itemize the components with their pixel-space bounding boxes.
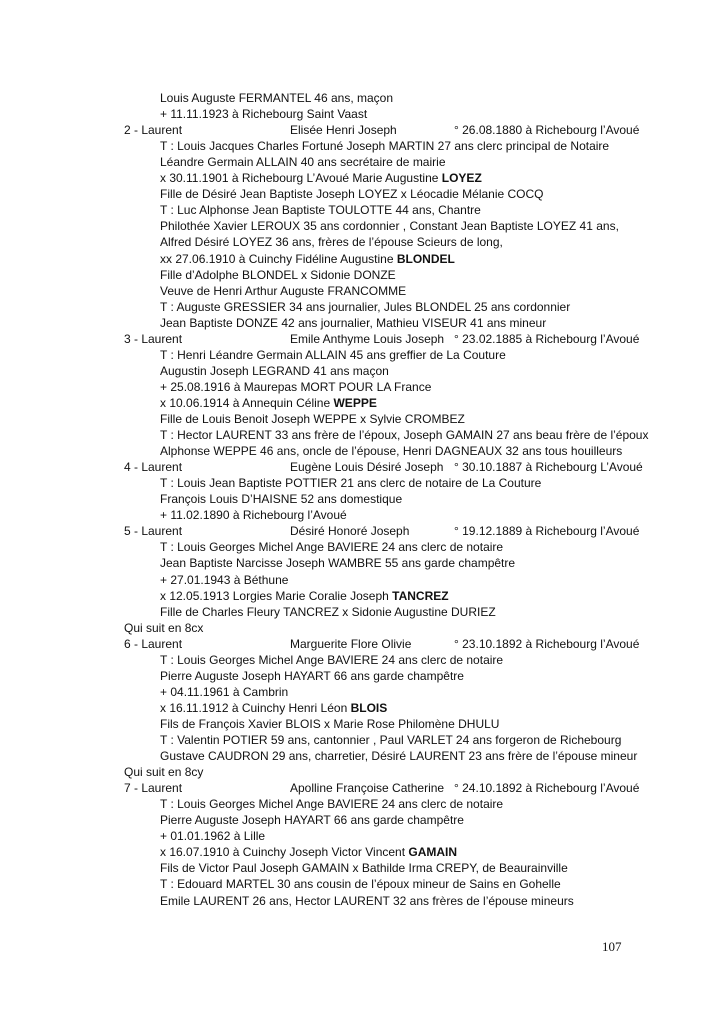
line-text: + 11.02.1890 à Richebourg l’Avoué bbox=[160, 508, 347, 523]
entry-given-names: Emile Anthyme Louis Joseph bbox=[290, 331, 445, 346]
line-text: Veuve de Henri Arthur Auguste FRANCOMME bbox=[160, 283, 407, 298]
line-text: Fille de Charles Fleury TANCREZ x Sidonie Augustine DURIEZ bbox=[160, 604, 496, 619]
detail-line bbox=[160, 299, 570, 315]
entry-given-names: Désiré Honoré Joseph bbox=[290, 524, 410, 539]
spouse-surname: LOYEZ bbox=[441, 171, 482, 186]
spouse-surname: BLOIS bbox=[350, 700, 388, 715]
entry-number-label: 5 - Laurent bbox=[124, 524, 183, 539]
line-text: x 12.05.1913 Lorgies Marie Coralie Joseph bbox=[160, 588, 393, 603]
line-text: + 04.11.1961 à Cambrin bbox=[160, 684, 289, 699]
line-text: Fils de François Xavier BLOIS x Marie Rose Philomène DHULU bbox=[160, 716, 500, 731]
line-text: T : Luc Alphonse Jean Baptiste TOULOTTE 44 ans, Chantre bbox=[160, 203, 481, 218]
page-number: 107 bbox=[602, 939, 622, 954]
entry-birth-date: ° 26.08.1880 à Richebourg l’Avoué bbox=[454, 123, 640, 138]
detail-line bbox=[160, 475, 541, 491]
line-text: T : Edouard MARTEL 30 ans cousin de l’époux mineur de Sains en Gohelle bbox=[160, 877, 561, 892]
line-text: Gustave CAUDRON 29 ans, charretier, Désiré LAURENT 23 ans frère de l’épouse mineur bbox=[160, 749, 638, 764]
line-text: Jean Baptiste Narcisse Joseph WAMBRE 55 ans garde champêtre bbox=[160, 556, 516, 571]
detail-line bbox=[160, 860, 568, 876]
line-text: x 16.07.1910 à Cuinchy Joseph Victor Vincent bbox=[160, 845, 409, 860]
entry-number-label: 6 - Laurent bbox=[124, 636, 183, 651]
entry-number-label: 4 - Laurent bbox=[124, 460, 183, 475]
detail-line bbox=[160, 138, 609, 154]
child-entry-line bbox=[124, 780, 704, 796]
detail-line bbox=[160, 283, 406, 299]
line-text: Fils de Victor Paul Joseph GAMAIN x Bathilde Irma CREPY, de Beaurainville bbox=[160, 861, 568, 876]
entry-given-names: Elisée Henri Joseph bbox=[290, 123, 397, 138]
line-text: Pierre Auguste Joseph HAYART 66 ans garde champêtre bbox=[160, 668, 464, 683]
detail-line bbox=[160, 652, 503, 668]
detail-line bbox=[160, 170, 482, 186]
line-text: Emile LAURENT 26 ans, Hector LAURENT 32 ans frères de l’épouse mineurs bbox=[160, 893, 574, 908]
detail-line bbox=[160, 411, 465, 427]
child-entry-line bbox=[124, 331, 704, 347]
entry-given-names: Marguerite Flore Olivie bbox=[290, 636, 412, 651]
detail-line bbox=[160, 186, 544, 202]
line-text: + 27.01.1943 à Béthune bbox=[160, 572, 289, 587]
detail-line bbox=[160, 106, 367, 122]
line-text: Léandre Germain ALLAIN 40 ans secrétaire de mairie bbox=[160, 155, 446, 170]
line-text: + 25.08.1916 à Maurepas MORT POUR LA France bbox=[160, 379, 432, 394]
entry-number-label: 2 - Laurent bbox=[124, 123, 183, 138]
detail-line bbox=[160, 395, 377, 411]
entry-given-names: Apolline Françoise Catherine bbox=[290, 781, 445, 796]
line-text: x 30.11.1901 à Richebourg L’Avoué Marie Augustine bbox=[160, 171, 442, 186]
line-text: Jean Baptiste DONZE 42 ans journalier, Mathieu VISEUR 41 ans mineur bbox=[160, 315, 547, 330]
line-text: T : Henri Léandre Germain ALLAIN 45 ans greffier de La Couture bbox=[160, 347, 506, 362]
line-text: Pierre Auguste Joseph HAYART 66 ans garde champêtre bbox=[160, 813, 464, 828]
detail-line bbox=[160, 491, 402, 507]
entry-birth-date: ° 23.10.1892 à Richebourg l’Avoué bbox=[454, 636, 640, 651]
line-text: Augustin Joseph LEGRAND 41 ans maçon bbox=[160, 363, 389, 378]
line-text: T : Hector LAURENT 33 ans frère de l’époux, Joseph GAMAIN 27 ans beau frère de l’époux bbox=[160, 428, 649, 443]
line-text: Fille de Désiré Jean Baptiste Joseph LOYEZ x Léocadie Mélanie COCQ bbox=[160, 187, 544, 202]
entry-number-label: 7 - Laurent bbox=[124, 781, 183, 796]
entry-given-names: Eugène Louis Désiré Joseph bbox=[290, 460, 444, 475]
detail-line bbox=[160, 363, 389, 379]
detail-line bbox=[160, 732, 621, 748]
entry-birth-date: ° 23.02.1885 à Richebourg l’Avoué bbox=[454, 331, 640, 346]
detail-line bbox=[160, 828, 265, 844]
line-text: T : Louis Georges Michel Ange BAVIERE 24 ans clerc de notaire bbox=[160, 797, 504, 812]
line-text: + 01.01.1962 à Lille bbox=[160, 829, 266, 844]
line-text: + 11.11.1923 à Richebourg Saint Vaast bbox=[160, 107, 368, 122]
line-text: T : Louis Georges Michel Ange BAVIERE 24 ans clerc de notaire bbox=[160, 652, 504, 667]
child-entry-line bbox=[124, 636, 704, 652]
detail-line bbox=[160, 539, 503, 555]
spouse-surname: BLONDEL bbox=[396, 251, 455, 266]
detail-line bbox=[160, 90, 393, 106]
line-text: Alphonse WEPPE 46 ans, oncle de l’épouse, Henri DAGNEAUX 32 ans tous houilleurs bbox=[160, 444, 623, 459]
line-text: xx 27.06.1910 à Cuinchy Fidéline Augustine bbox=[160, 251, 397, 266]
child-entry-line bbox=[124, 122, 704, 138]
detail-line bbox=[160, 218, 619, 234]
line-text: Philothée Xavier LEROUX 35 ans cordonnier , Constant Jean Baptiste LOYEZ 41 ans, bbox=[160, 219, 619, 234]
detail-line bbox=[160, 668, 464, 684]
line-text: x 16.11.1912 à Cuinchy Henri Léon bbox=[160, 700, 351, 715]
note-line bbox=[124, 764, 203, 780]
detail-line bbox=[160, 796, 503, 812]
detail-line bbox=[160, 572, 288, 588]
line-text: x 10.06.1914 à Annequin Céline bbox=[160, 395, 334, 410]
line-text: T : Louis Georges Michel Ange BAVIERE 24 ans clerc de notaire bbox=[160, 540, 504, 555]
detail-line bbox=[160, 507, 347, 523]
line-text: T : Louis Jean Baptiste POTTIER 21 ans clerc de notaire de La Couture bbox=[160, 476, 542, 491]
line-text: T : Louis Jacques Charles Fortuné Joseph MARTIN 27 ans clerc principal de Notaire bbox=[160, 139, 610, 154]
note-line bbox=[124, 620, 203, 636]
detail-line bbox=[160, 812, 464, 828]
entry-number-label: 3 - Laurent bbox=[124, 331, 183, 346]
line-text: Fille d’Adolphe BLONDEL x Sidonie DONZE bbox=[160, 267, 396, 282]
line-text: François Louis D’HAISNE 52 ans domestique bbox=[160, 492, 403, 507]
detail-line bbox=[160, 347, 506, 363]
detail-line bbox=[160, 716, 499, 732]
detail-line bbox=[160, 267, 396, 283]
detail-line bbox=[160, 700, 387, 716]
detail-line bbox=[160, 154, 446, 170]
detail-line bbox=[160, 748, 637, 764]
spouse-surname: GAMAIN bbox=[408, 845, 458, 860]
detail-line bbox=[160, 443, 622, 459]
line-text: Qui suit en 8cx bbox=[124, 620, 204, 635]
line-text: Alfred Désiré LOYEZ 36 ans, frères de l’épouse Scieurs de long, bbox=[160, 235, 503, 250]
detail-line bbox=[160, 844, 457, 860]
detail-line bbox=[160, 202, 481, 218]
detail-line bbox=[160, 893, 574, 909]
detail-line bbox=[160, 234, 503, 250]
spouse-surname: WEPPE bbox=[333, 395, 377, 410]
detail-line bbox=[160, 251, 455, 267]
spouse-surname: TANCREZ bbox=[392, 588, 449, 603]
detail-line bbox=[160, 379, 431, 395]
entry-birth-date: ° 19.12.1889 à Richebourg l’Avoué bbox=[454, 524, 640, 539]
detail-line bbox=[160, 588, 449, 604]
child-entry-line bbox=[124, 459, 704, 475]
detail-line bbox=[160, 604, 496, 620]
entry-birth-date: ° 24.10.1892 à Richebourg l’Avoué bbox=[454, 781, 640, 796]
detail-line bbox=[160, 315, 546, 331]
line-text: Louis Auguste FERMANTEL 46 ans, maçon bbox=[160, 91, 394, 105]
child-entry-line bbox=[124, 523, 704, 539]
detail-line bbox=[160, 427, 648, 443]
detail-line bbox=[160, 555, 515, 571]
line-text: T : Auguste GRESSIER 34 ans journalier, Jules BLONDEL 25 ans cordonnier bbox=[160, 299, 571, 314]
line-text: Fille de Louis Benoit Joseph WEPPE x Sylvie CROMBEZ bbox=[160, 412, 465, 426]
entry-birth-date: ° 30.10.1887 à Richebourg L’Avoué bbox=[454, 460, 643, 475]
line-text: T : Valentin POTIER 59 ans, cantonnier , Paul VARLET 24 ans forgeron de Richebourg bbox=[160, 733, 622, 747]
detail-line bbox=[160, 876, 561, 892]
line-text: Qui suit en 8cy bbox=[124, 765, 204, 780]
detail-line bbox=[160, 684, 288, 700]
